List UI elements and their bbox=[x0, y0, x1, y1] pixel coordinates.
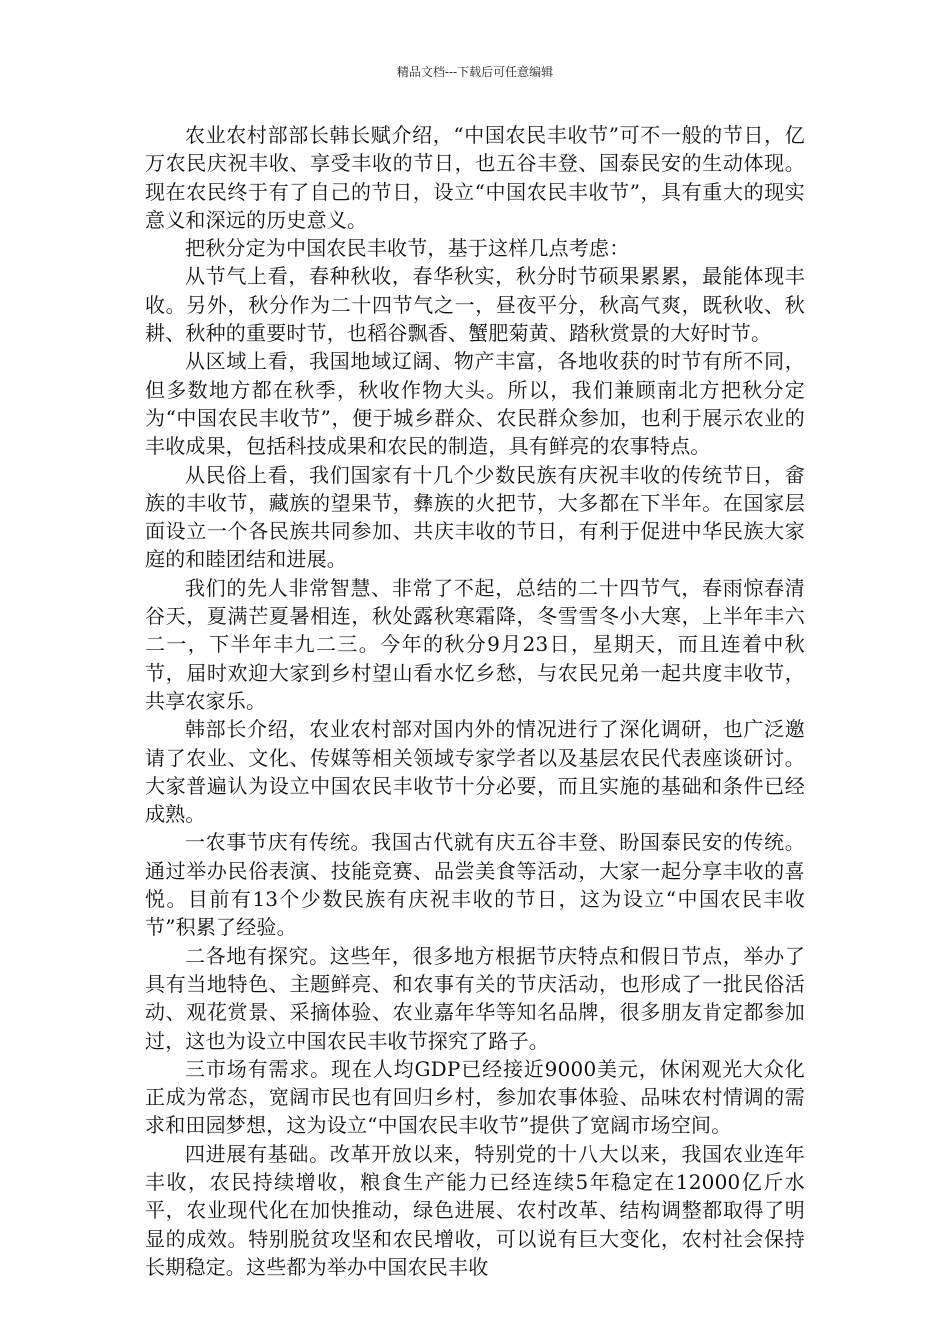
paragraph-6: 我们的先人非常智慧、非常了不起，总结的二十四节气，春雨惊春清谷天，夏满芒夏暑相连，秋处露秋寒霜降，冬雪雪冬小大寒，上半年丰六二一，下半年丰九二三。今年的秋分9月23日，星期天，而且连着中秋节，届时欢迎大家到乡村望山看水忆乡愁，与农民兄弟一起共度丰收节，共享农家乐。 bbox=[145, 575, 805, 713]
paragraph-11: 四进展有基础。改革开放以来，特别党的十八大以来，我国农业连年丰收，农民持续增收，粮食生产能力已经连续5年稳定在12000亿斤水平，农业现代化在加快推动，绿色进展、农村改革、结构调整都取得了明显的成效。特别脱贫攻坚和农民增收，可以说有巨大变化，农村社会保持长期稳定。这些都为举办中国农民丰收 bbox=[145, 1141, 805, 1279]
paragraph-3: 从节气上看，春种秋收，春华秋实，秋分时节硕果累累，最能体现丰收。另外，秋分作为二十四节气之一，昼夜平分，秋高气爽，既秋收、秋耕、秋种的重要时节，也稻谷飘香、蟹肥菊黄、踏秋赏景的大好时节。 bbox=[145, 264, 805, 346]
paragraph-1: 农业农村部部长韩长赋介绍，“中国农民丰收节”可不一般的节日，亿万农民庆祝丰收、享受丰收的节日，也五谷丰登、国泰民安的生动体现。现在农民终于有了自己的节日，设立“中国农民丰收节”，具有重大的现实意义和深远的历史意义。 bbox=[145, 123, 805, 232]
paragraph-2: 把秋分定为中国农民丰收节，基于这样几点考虑： bbox=[185, 236, 630, 261]
paragraph-8: 一农事节庆有传统。我国古代就有庆五谷丰登、盼国泰民安的传统。通过举办民俗表演、技能竞赛、品尝美食等活动，大家一起分享丰收的喜悦。目前有13个少数民族有庆祝丰收的节日，这为设立“中国农民丰收节”积累了经验。 bbox=[145, 830, 805, 940]
paragraph-5: 从民俗上看，我们国家有十几个少数民族有庆祝丰收的传统节日，畲族的丰收节，藏族的望果节，彝族的火把节，大多都在下半年。在国家层面设立一个各民族共同参加、共庆丰收的节日，有利于促进中华民族大家庭的和睦团结和进展。 bbox=[145, 462, 805, 572]
document-body bbox=[145, 121, 805, 1281]
paragraph-10: 三市场有需求。现在人均GDP已经接近9000美元，休闲观光大众化正成为常态，宽阔市民也有回归乡村，参加农事体验、品味农村情调的需求和田园梦想，这为设立“中国农民丰收节”提供了宽阔市场空间。 bbox=[145, 1056, 805, 1138]
paragraph-7: 韩部长介绍，农业农村部对国内外的情况进行了深化调研，也广泛邀请了农业、文化、传媒等相关领域专家学者以及基层农民代表座谈研讨。大家普遍认为设立中国农民丰收节十分必要，而且实施的基础和条件已经成熟。 bbox=[145, 717, 805, 827]
paragraph-9: 二各地有探究。这些年，很多地方根据节庆特点和假日节点，举办了具有当地特色、主题鲜亮、和农事有关的节庆活动，也形成了一批民俗活动、观花赏景、采摘体验、农业嘉年华等知名品牌，很多朋友肯定都参加过，这也为设立中国农民丰收节探究了路子。 bbox=[145, 943, 805, 1053]
page-header: 精品文档---下载后可任意编辑 bbox=[396, 65, 554, 79]
paragraph-4: 从区域上看，我国地域辽阔、物产丰富，各地收获的时节有所不同，但多数地方都在秋季，秋收作物大头。所以，我们兼顾南北方把秋分定为“中国农民丰收节”，便于城乡群众、农民群众参加，也利于展示农业的丰收成果，包括科技成果和农民的制造，具有鲜亮的农事特点。 bbox=[145, 349, 805, 459]
